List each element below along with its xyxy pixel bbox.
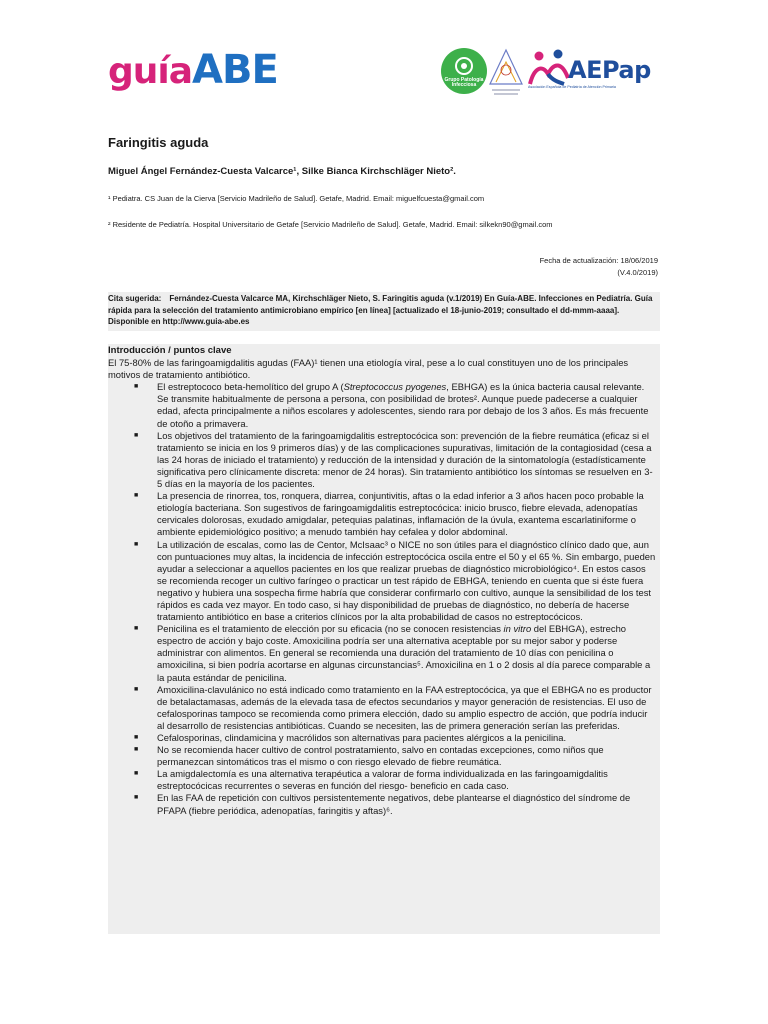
bullet-square-icon: ■ xyxy=(134,770,139,778)
logo-text-abe: ABE xyxy=(192,47,278,93)
logo-text-guia: guía xyxy=(108,51,193,92)
update-info xyxy=(540,255,658,279)
grupo-patologia-label: Grupo Patología Infecciosa xyxy=(444,77,484,88)
bullet-square-icon: ■ xyxy=(134,492,139,500)
citation-text: Fernández-Cuesta Valcarce MA, Kirchschläger Nieto, S. Faringitis aguda (v.1/2019) En Guía-ABE. Infecciones en Pediatría. Guía rápida para la selección del tratamiento antimicrobiano empírico [en línea] [actualizado el 18-junio-2019; consultado el dd-mmm-aaaa]. Disponible en http://www.guia-abe.es xyxy=(108,294,653,326)
key-point-item xyxy=(108,684,660,732)
affiliation-2: ² Residente de Pediatría. Hospital Universitario de Getafe [Servicio Madrileño de Salud]. Getafe, Madrid. Email: silkekn90@gmail.com xyxy=(108,220,553,229)
key-point-text: Amoxicilina-clavulánico no está indicado como tratamiento en la FAA estreptocócica, ya que el EBHGA no es productor de betalactamasas, además de la elevada tasa de efectos secundarios y mayor generación de resistencias. El uso de cefalosporinas tampoco se recomienda como primera elección, dado su amplio espectro de acción, que podría inducir al desarrollo de resistencias antibióticas. Cuando se necesiten, las de primera generación serían las preferidas. xyxy=(157,683,652,731)
key-point-text: La presencia de rinorrea, tos, ronquera, diarrea, conjuntivitis, aftas o la edad inferior a 3 años hacen poco probable la etiología bacteriana. Son sugestivos de faringoamigdalitis estreptocócica: inicio brusco, fiebre elevada, adenopatías cervicales dolorosas, exudado amigdalar, petequias palatinas, inflamación de la úvula, exantema escarlatiniforme o ambiente epidemiológico positivo; a menudo también hay cefalea y dolor abdominal. xyxy=(157,490,644,538)
page-header xyxy=(0,0,768,110)
document-title: Faringitis aguda xyxy=(108,135,209,150)
key-point-text: La amigdalectomía es una alternativa terapéutica a valorar de forma individualizada en las faringoamigdalitis estreptocócicas recurrentes o severas en función del riesgo- beneficio en cada caso. xyxy=(157,768,608,792)
key-point-item xyxy=(108,792,660,816)
key-point-item xyxy=(108,744,660,768)
key-point-text: Cefalosporinas, clindamicina y macrólidos son alternativas para pacientes alérgicos a la penicilina. xyxy=(157,732,567,743)
bullet-square-icon: ■ xyxy=(134,685,139,693)
key-point-text: Los objetivos del tratamiento de la faringoamigdalitis estreptocócica son: prevención de la fiebre reumática (eficaz si el tratamiento se inicia en los 9 primeros días) y de las complicaciones supurativas, limitación de la contagiosidad (cesa a las 24 horas de iniciado el tratamiento) y reducción de la intensidad y duración de la sintomatología (estadísticamente significativa pero clínicamente discreta: menor de 24 horas). Sin tratamiento antibiótico los síntomas se resuelven en 3-5 días en la mayoría de los pacientes. xyxy=(157,429,653,490)
key-point-item xyxy=(108,490,660,538)
bullet-square-icon: ■ xyxy=(134,383,139,391)
society-emblem-icon xyxy=(488,44,524,98)
bullet-square-icon: ■ xyxy=(134,431,139,439)
update-date: Fecha de actualización: 18/06/2019 xyxy=(539,256,658,265)
key-point-item xyxy=(108,430,660,490)
bullet-square-icon: ■ xyxy=(134,794,139,802)
suggested-citation-box xyxy=(108,292,660,331)
section-title: Introducción / puntos clave xyxy=(108,345,232,356)
key-point-item xyxy=(108,539,660,624)
bullet-square-icon: ■ xyxy=(134,734,139,741)
key-point-text: La utilización de escalas, como las de Centor, McIsaac³ o NICE no son útiles para el diagnóstico clínico dado que, aun con puntuaciones muy altas, la incidencia de infección estreptocócica oscila entre el 50 y el 65 %. Sin embargo, pueden ayudar a seleccionar a aquellos pacientes en los que realizar pruebas de diagnóstico microbiológico⁴. En estos casos se recomienda recoger un cultivo faríngeo o practicar un test rápido de EBHGA, teniendo en cuenta que si éste fuera negativo y hubiera una sospecha firme habría que considerar confirmarlo con cultivo, aunque la sensibilidad de los test rápidos es cada vez mayor. En todo caso, si hay disponibilidad de pruebas de diagnóstico, no debería de hacerse tratamiento antibiótico en base a criterios clínicos por la alta probabilidad de casos no estreptocócicos. xyxy=(157,538,656,623)
key-point-item xyxy=(108,381,660,429)
authors-line: Miguel Ángel Fernández-Cuesta Valcarce¹, Silke Bianca Kirchschläger Nieto². xyxy=(108,166,456,177)
intro-paragraph: El 75-80% de las faringoamigdalitis agudas (FAA)¹ tienen una etiología viral, pese a lo cual constituyen uno de los principales motivos de tratamiento antibiótico. xyxy=(108,357,629,381)
key-point-text: El estreptococo beta-hemolítico del grupo A (Streptococcus pyogenes, EBHGA) es la única bacteria causal relevante. Se transmite habitualmente de persona a persona, con posibilidad de brotes². Aunque puede padecerse a cualquier edad, afecta principalmente a niños escolares y adolescentes, siendo rara por debajo de los 3 años. Es más frecuente de otoño a primavera. xyxy=(157,381,649,429)
aepap-figures-icon xyxy=(528,48,570,88)
key-points-list xyxy=(108,381,660,816)
key-point-item xyxy=(108,623,660,683)
key-point-text: En las FAA de repetición con cultivos persistentemente negativos, debe plantearse el diagnóstico del síndrome de PFAPA (fiebre periódica, adenopatías, faringitis y aftas)⁶. xyxy=(157,792,631,816)
bullet-square-icon: ■ xyxy=(134,625,139,633)
bullet-square-icon: ■ xyxy=(134,540,139,548)
guia-abe-logo xyxy=(108,47,278,93)
key-point-item xyxy=(108,732,660,744)
grupo-patologia-logo xyxy=(441,48,487,94)
aepap-logo xyxy=(528,48,660,96)
affiliation-1: ¹ Pediatra. CS Juan de la Cierva [Servicio Madrileño de Salud]. Getafe, Madrid. Email: miguelfcuesta@gmail.com xyxy=(108,194,485,203)
aepap-subtitle: Asociación Española de Pediatría de Atención Primaria xyxy=(528,85,616,89)
key-point-item xyxy=(108,768,660,792)
key-point-text: No se recomienda hacer cultivo de control postratamiento, salvo en contadas excepciones, como niños que permanezcan sintomáticos tras el mismo o con riesgo elevado de fiebre reumática. xyxy=(157,744,604,768)
bullet-square-icon: ■ xyxy=(134,746,139,754)
aepap-wordmark: AEPap xyxy=(568,56,651,84)
key-points-section xyxy=(108,344,660,934)
version-label: (V.4.0/2019) xyxy=(617,268,658,277)
citation-label: Cita sugerida: xyxy=(108,294,162,303)
key-point-text: Penicilina es el tratamiento de elección por su eficacia (no se conocen resistencias in vitro del EBHGA), estrecho espectro de acción y bajo coste. Amoxicilina podría ser una alternativa aceptable por su mejor sabor y poderse administrar con alimentos. En general se recomienda una duración del tratamiento de 10 días con penicilina o amoxicilina, si bien podría acortarse en algunas circunstancias⁵. Amoxicilina en 1 o 2 dosis al día parece comparable a la pauta estándar de penicilina. xyxy=(157,623,651,683)
